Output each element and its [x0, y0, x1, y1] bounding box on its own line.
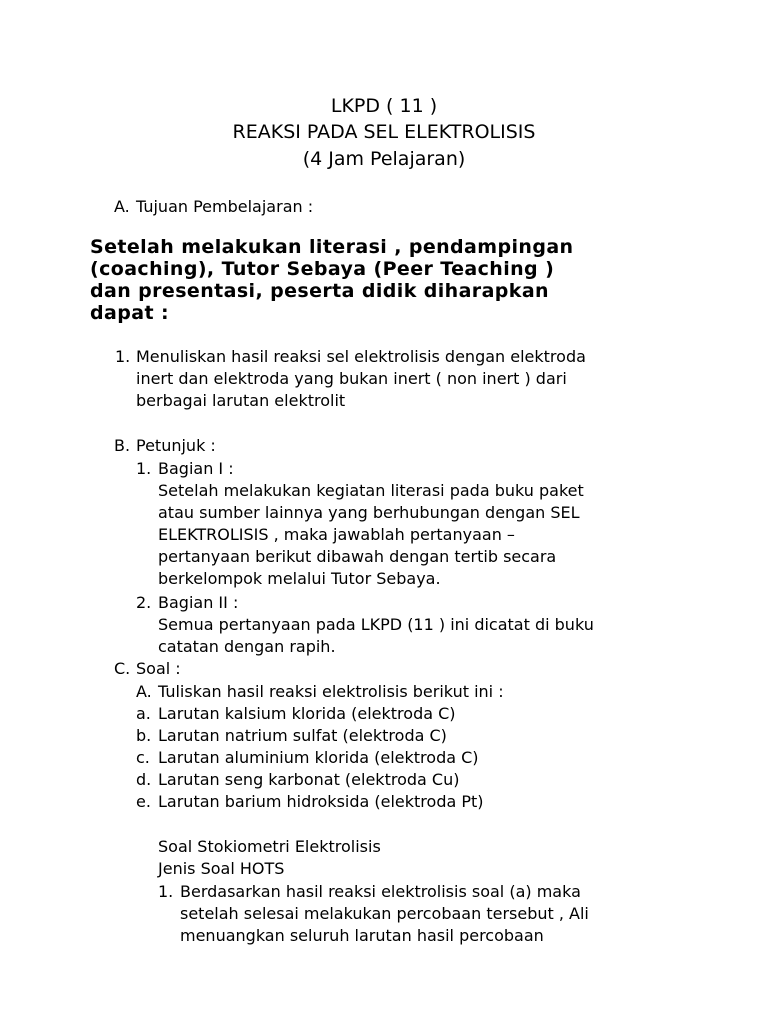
- item-marker: c.: [136, 748, 150, 767]
- item-text: Larutan barium hidroksida (elektroda Pt): [158, 792, 484, 811]
- objective-line: Menuliskan hasil reaksi sel elektrolisis dengan elektroda: [136, 347, 586, 366]
- question1-marker: 1.: [158, 882, 174, 901]
- task-marker: A.: [136, 682, 152, 701]
- section-b-marker: B.: [114, 436, 131, 455]
- part1-heading: Bagian I :: [158, 459, 234, 478]
- question-type-heading: Jenis Soal HOTS: [158, 859, 285, 878]
- item-marker: d.: [136, 770, 152, 789]
- learning-objective-intro: [90, 236, 690, 324]
- part2-heading: Bagian II :: [158, 593, 239, 612]
- part1-line: pertanyaan berikut dibawah dengan tertib secara: [158, 547, 557, 566]
- doc-title-lkpd: LKPD ( 11 ): [330, 95, 438, 117]
- item-text: Larutan seng karbonat (elektroda Cu): [158, 770, 460, 789]
- part1-line: berkelompok melalui Tutor Sebaya.: [158, 569, 441, 588]
- item-marker: a.: [136, 704, 151, 723]
- item-text: Larutan aluminium klorida (elektroda C): [158, 748, 479, 767]
- section-a-heading: Tujuan Pembelajaran :: [136, 197, 314, 216]
- item-text: Larutan natrium sulfat (elektroda C): [158, 726, 447, 745]
- question1-line: menuangkan seluruh larutan hasil percobaan: [180, 926, 544, 945]
- part2-marker: 2.: [136, 593, 152, 612]
- item-marker: e.: [136, 792, 151, 811]
- objective-line: berbagai larutan elektrolit: [136, 391, 346, 410]
- part1-line: atau sumber lainnya yang berhubungan dengan SEL: [158, 503, 580, 522]
- intro-line: dan presentasi, peserta didik diharapkan: [90, 280, 549, 302]
- stoichiometry-heading: Soal Stokiometri Elektrolisis: [158, 837, 381, 856]
- question1-line: setelah selesai melakukan percobaan tersebut , Ali: [180, 904, 589, 923]
- part1-marker: 1.: [136, 459, 152, 478]
- doc-title-topic: REAKSI PADA SEL ELEKTROLISIS: [232, 121, 536, 143]
- part1-line: ELEKTROLISIS , maka jawablah pertanyaan –: [158, 525, 515, 544]
- objective-marker: 1.: [115, 347, 131, 366]
- intro-line: Setelah melakukan literasi , pendampingan: [90, 236, 574, 258]
- doc-title-duration: (4 Jam Pelajaran): [302, 148, 466, 170]
- objective-line: inert dan elektroda yang bukan inert ( non inert ) dari: [136, 369, 567, 388]
- item-text: Larutan kalsium klorida (elektroda C): [158, 704, 456, 723]
- part2-line: Semua pertanyaan pada LKPD (11 ) ini dicatat di buku: [158, 615, 594, 634]
- section-b-heading: Petunjuk :: [136, 436, 216, 455]
- part1-line: Setelah melakukan kegiatan literasi pada buku paket: [158, 481, 584, 500]
- section-a-marker: A.: [114, 197, 130, 216]
- section-c-marker: C.: [114, 659, 131, 678]
- intro-line: (coaching), Tutor Sebaya (Peer Teaching ): [90, 258, 555, 280]
- intro-line: dapat :: [90, 302, 169, 324]
- part2-line: catatan dengan rapih.: [158, 637, 336, 656]
- item-marker: b.: [136, 726, 152, 745]
- task-text: Tuliskan hasil reaksi elektrolisis berikut ini :: [158, 682, 504, 701]
- section-c-heading: Soal :: [136, 659, 181, 678]
- question1-line: Berdasarkan hasil reaksi elektrolisis soal (a) maka: [180, 882, 581, 901]
